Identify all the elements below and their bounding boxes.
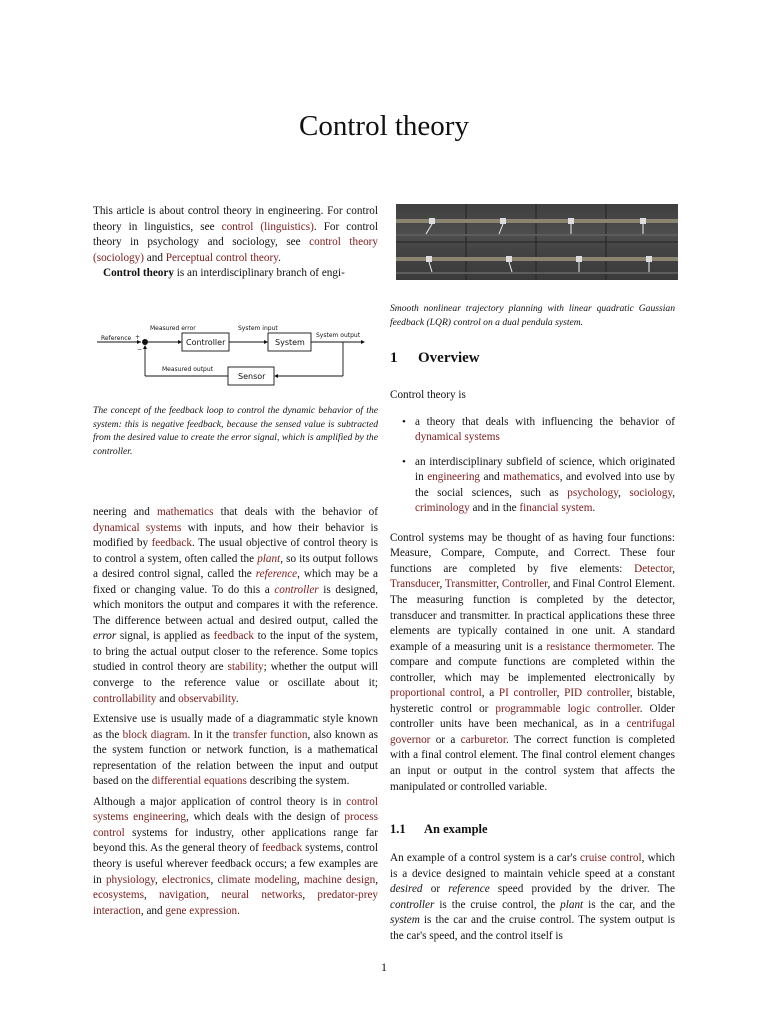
link-pi-controller[interactable]: PI controller [498,687,557,700]
link-resistance-thermometer[interactable]: resistance thermometer [546,640,652,653]
diagram-label-measured-output: Measured output [162,366,214,373]
diagram-label-plus: + [135,334,141,341]
link-control-theory-sociology[interactable]: control theory (sociology) [93,236,378,264]
link-centrifugal-governor[interactable]: centrifugal governor [390,718,675,746]
link-transducer[interactable]: Transducer [390,578,440,591]
link-detector[interactable]: Detector [634,562,673,575]
link-cruise-control[interactable]: cruise control [580,852,642,864]
link-financial-system[interactable]: financial system [519,502,593,515]
overview-paragraph: Control systems may be thought of as having four functions: Measure, Compare, Compute, and Correct. These four functions are completed by five elements: Detector, Transducer, Transmitter, Controller, and Final Control Element. The measuring function is completed by the detector, transducer and transmitter. In practical applications these three elements are typically contained in one unit. A standard example of a measuring unit is a resistance thermometer. The compare and compute functions are completed within the controller, which may be implemented electronically by proportional control, a PI controller, PID controller, bistable, hysteretic control or programmable logic controller. Older controller units have been mechanical, as in a centrifugal governor or a carburetor. The correct function is completed with a final control element. The final control element changes an input or output in the control system that affects the manipulated or controlled variable. [390,531,675,793]
diagram-label-reference: Reference [101,335,132,342]
overview-intro: Control theory is [390,389,466,401]
link-psychology[interactable]: psychology [567,486,619,499]
lead-paragraph: Control theory is an interdisciplinary branch of engi- [103,267,345,280]
link-controller-2[interactable]: Controller [501,578,548,591]
link-mathematics-2[interactable]: mathematics [503,471,560,484]
link-dynamical-systems-2[interactable]: dynamical systems [415,431,500,444]
link-electronics[interactable]: electronics [161,873,211,886]
link-machine-design[interactable]: machine design [303,873,376,886]
link-proportional-control[interactable]: proportional control [390,687,482,700]
left-body [93,505,378,919]
feedback-loop-diagram [95,320,375,392]
link-control-systems-engineering[interactable]: control systems engineering [93,795,378,824]
list-item: • an interdisciplinary subfield of science, which originated in engineering and mathematics, and evolved into use by the social sciences, such as psychology, sociology, criminology and in the financial system. [402,455,676,515]
link-feedback-3[interactable]: feedback [261,842,303,855]
link-reference[interactable]: reference [255,568,298,581]
subsection-heading-an-example: 1.1 An example [390,822,488,836]
intro-block [93,204,378,282]
sensor-label: Sensor [238,372,266,381]
body-paragraph-2: Extensive use is usually made of a diagrammatic style known as the block diagram. In it the transfer function, also known as the system function or network function, is a mathematical representation of the relation between the input and output based on the differential equations describing the system. [93,713,378,788]
link-sociology[interactable]: sociology [629,486,673,499]
summing-junction [142,339,148,345]
link-block-diagram[interactable]: block diagram [122,728,188,741]
link-predator-prey-interaction[interactable]: predator-prey interaction [93,889,379,917]
link-gene-expression[interactable]: gene expression [165,904,238,917]
link-mathematics[interactable]: mathematics [156,506,214,518]
link-feedback-2[interactable]: feedback [213,630,254,643]
link-carburetor[interactable]: carburetor [460,733,506,746]
example-body [390,851,675,944]
link-navigation[interactable]: navigation [158,889,207,902]
figure-caption-feedback-loop: The concept of the feedback loop to control the dynamic behavior of the system: this is negative feedback, because the sensed value is subtracted from the desired value to create the error signal, which is amplified by the controller. [93,405,378,457]
link-ecosystems[interactable]: ecosystems [93,889,144,902]
link-plant[interactable]: plant [257,552,281,565]
overview-body [390,388,675,795]
dual-pendula-photo [396,204,678,280]
hatnote: This article is about control theory in engineering. For control theory in linguistics, see control (linguistics). For control theory in psychology and sociology, see control theory (sociology) and Perceptual control theory. [93,205,378,264]
link-transmitter[interactable]: Transmitter [444,578,497,591]
diagram-label-system-output: System output [316,332,361,339]
figure-caption-pendula: Smooth nonlinear trajectory planning with linear quadratic Gaussian feedback (LQR) control on a dual pendula system. [390,303,675,328]
link-feedback[interactable]: feedback [151,537,192,550]
list-item: • a theory that deals with influencing the behavior of dynamical systems [402,415,675,444]
pendula-frames [396,204,678,280]
controller-label: Controller [186,338,226,347]
page-number: 1 [381,960,387,974]
link-pid-controller[interactable]: PID controller [564,687,630,700]
link-process-control[interactable]: process control [93,811,378,839]
link-climate-modeling[interactable]: climate modeling [217,873,297,886]
overview-list [390,415,675,517]
system-label: System [275,338,305,347]
diagram-label-system-input: System input [238,325,278,332]
body-paragraph-1: neering and mathematics that deals with the behavior of dynamical systems with inputs, and how their behavior is modified by feedback. The usual objective of control theory is to control a system, often called the plant, so its output follows a desired control signal, called the reference, which may be a fixed or changing value. To do this a controller is designed, which monitors the output and compares it with the reference. The difference between actual and desired output, called the error signal, is applied as feedback to the input of the system, to bring the actual output closer to the reference. Some topics studied in control theory are stability; whether the output will converge to the reference value or oscillate about it; controllability and observability. [93,506,379,705]
diagram-label-minus: − [137,346,143,353]
body-paragraph-3: Although a major application of control theory is in control systems engineering, which deals with the design of process control systems for industry, other applications range far beyond this. As the general theory of feedback systems, control theory is useful wherever feedback occurs; a few examples are in physiology, electronics, climate modeling, machine design, ecosystems, navigation, neural networks, predator-prey interaction, and gene expression. [93,795,379,917]
link-controllability[interactable]: controllability [93,692,157,705]
page-title: Control theory [299,110,469,142]
diagram-label-measured-error: Measured error [150,325,196,332]
link-perceptual-control-theory[interactable]: Perceptual control theory [165,251,279,264]
link-differential-equations[interactable]: differential equations [151,775,247,788]
link-transfer-function[interactable]: transfer function [232,728,308,741]
link-programmable-logic-controller[interactable]: programmable logic controller [495,702,640,715]
section-heading-overview: 1 Overview [390,350,480,366]
link-physiology[interactable]: physiology [105,873,155,886]
link-controller[interactable]: controller [274,583,319,596]
link-engineering[interactable]: engineering [427,471,481,484]
link-criminology[interactable]: criminology [415,502,470,515]
link-neural-networks[interactable]: neural networks [221,889,303,902]
link-observability[interactable]: observability [178,692,236,705]
link-stability[interactable]: stability [227,661,264,674]
example-paragraph: An example of a control system is a car's cruise control, which is a device designed to maintain vehicle speed at a constant desired or reference speed provided by the driver. The controller is the cruise control, the plant is the car, and the system is the car and the cruise control. The system output is the car's speed, and the control itself is [390,852,675,942]
link-control-linguistics[interactable]: control (linguistics) [221,220,314,233]
link-dynamical-systems[interactable]: dynamical systems [93,521,182,534]
